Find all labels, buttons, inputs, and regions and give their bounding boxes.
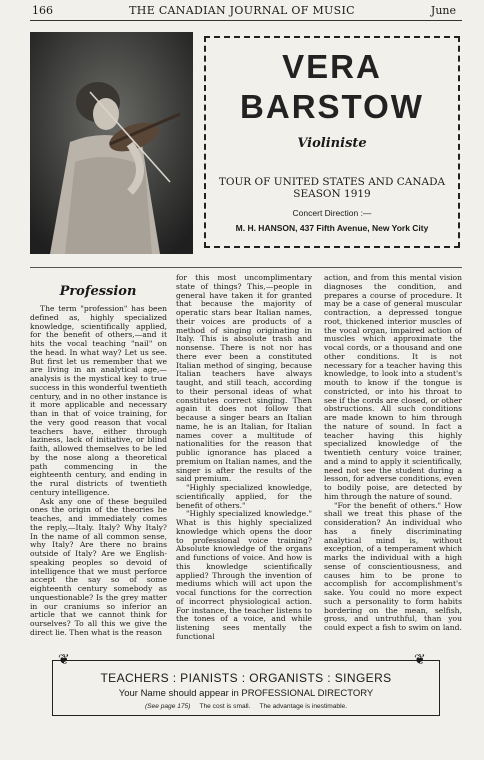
ornament-icon: ❦ <box>58 652 70 668</box>
article-column-2 <box>176 274 312 640</box>
artist-first-name: VERA <box>282 48 382 85</box>
concert-advertisement <box>204 36 460 248</box>
tour-season: SEASON 1919 <box>293 188 371 200</box>
directory-subline: Your Name should appear in PROFESSIONAL DIRECTORY <box>118 688 374 699</box>
paragraph: "For the benefit of others." How shall we treat this phase of the consideration? An individual who has a finely discriminating analytical mind is, without exception, of a temperament which marks the individual with a high sense of conscientiousness, and causes him to be prone to accomplish for accomplishment's sake. You could no more expect such a personality to form habits bordering on the mean, selfish, gross, and untruthful, than you could expect a fish to swim on land. <box>324 500 462 632</box>
paragraph: Ask any one of these beguiled ones the origin of the theories he teaches, and immediately comes the reply,—Italy. Italy? Why Italy? In the name of all common sense, why Italy? Are there no brains outside of Italy? Are we English-speaking peoples so devoid of intelligence that we must perforce accept the say so of some eighteenth century somebody as unquestionable? Is the grey matter in our craniums so inferior an article that we cannot think for ourselves? To all this we give the direct lie. Then what is the reason <box>30 496 167 637</box>
header-divider <box>30 20 462 21</box>
advantage-note: The advantage is inestimable. <box>259 703 348 710</box>
section-divider <box>30 267 462 268</box>
concert-manager: M. H. HANSON, 437 Fifth Avenue, New York City <box>235 223 429 233</box>
violinist-photo <box>30 32 193 254</box>
paragraph: The term "profession" has been defined as, highly specialized knowledge, scientifically applied, for the benefit of others,—and it hits the vocal teaching "nail" on the head. In what way? Let us see. But first let us remember that we are living in an analytical age,—analysis is the mystical key to true success in this wonderful twentieth century, and in no other instance is it more applicable and necessary than in that of voice training, for the very good reason that vocal teachers have, either through laziness, lack of initiative, or blind faith, allowed themselves to be led by the nose along a theoretical path commencing in the eighteenth century, and ending in the rural districts of twentieth century intelligence. <box>30 305 167 497</box>
professional-directory-ad <box>52 660 440 716</box>
journal-title: THE CANADIAN JOURNAL OF MUSIC <box>129 4 355 17</box>
artist-role: Violiniste <box>297 136 367 151</box>
directory-headline: TEACHERS : PIANISTS : ORGANISTS : SINGERS <box>100 671 392 685</box>
see-page-note: (See page 175) <box>144 703 191 710</box>
article-title: Profession <box>59 284 137 299</box>
page-number: 166 <box>32 4 53 17</box>
issue-month: June <box>430 4 456 17</box>
artist-last-name: BARSTOW <box>240 88 424 125</box>
paragraph: "Highly specialized knowledge, scientifically applied, for the benefit of others." <box>176 483 312 510</box>
concert-direction-label: Concert Direction :— <box>292 208 372 218</box>
tour-info <box>206 176 458 200</box>
violinist-photo-illustration <box>30 32 193 254</box>
tour-line: TOUR OF UNITED STATES AND CANADA <box>218 176 446 188</box>
cost-note: The cost is small. <box>199 703 251 710</box>
article-column-3 <box>324 274 462 640</box>
paragraph: action, and from this mental vision diagnoses the condition, and prepares a course of procedure. It may be a case of general muscular contraction, a depressed tongue root, thickened interior muscles of the vocal organ, impaired action of muscles which approximate the vocal cords, or a thousand and one other conditions. It is not necessary for a teacher having this knowledge, to look into a student's mouth to know if the tongue is constricted, or into his throat to see if the cords are closed, or other obstructions. All such conditions are made known to him through the nature of sound. In fact a teacher having this highly specialized knowledge of the twentieth century voice trainer, and a mind to apply it scientifically, need not see the student during a lesson, for adverse conditions, even to bodily poise, are detected by him through the nature of sound. <box>324 274 462 501</box>
paragraph: "Highly specialized knowledge." What is this highly specialized knowledge which opens the door to professional voice training? Absolute knowledge of the organs and functions of voice. And how is this knowledge scientifically applied? Through the invention of mediums which will act upon the vocal functions for the correction of incorrect physiological action. For instance, the teacher listens to the tones of a voice, and while listening sees mentally the functional <box>176 509 312 640</box>
paragraph: for this most uncomplimentary state of things? This,—people in general have taken it for granted that because the majority of operatic stars bear Italian names, their voices are products of a method of singing originating in Italy. This is absolute trash and nonsense. There is not nor has there ever been a constituted Italian method of singing, because Italian teachers have always taught, and still teach, according to their personal ideas of what constitutes correct singing. Then again it does not follow that because a singer bears an Italian name, he is an Italian, for Italian names cover a multitude of nationalities for the reason that public ignorance has placed a premium on Italian names, and the singer is after the results of the said premium. <box>176 274 312 484</box>
article-column-1 <box>30 305 167 639</box>
ornament-icon: ❦ <box>414 652 426 668</box>
directory-details <box>53 703 439 710</box>
